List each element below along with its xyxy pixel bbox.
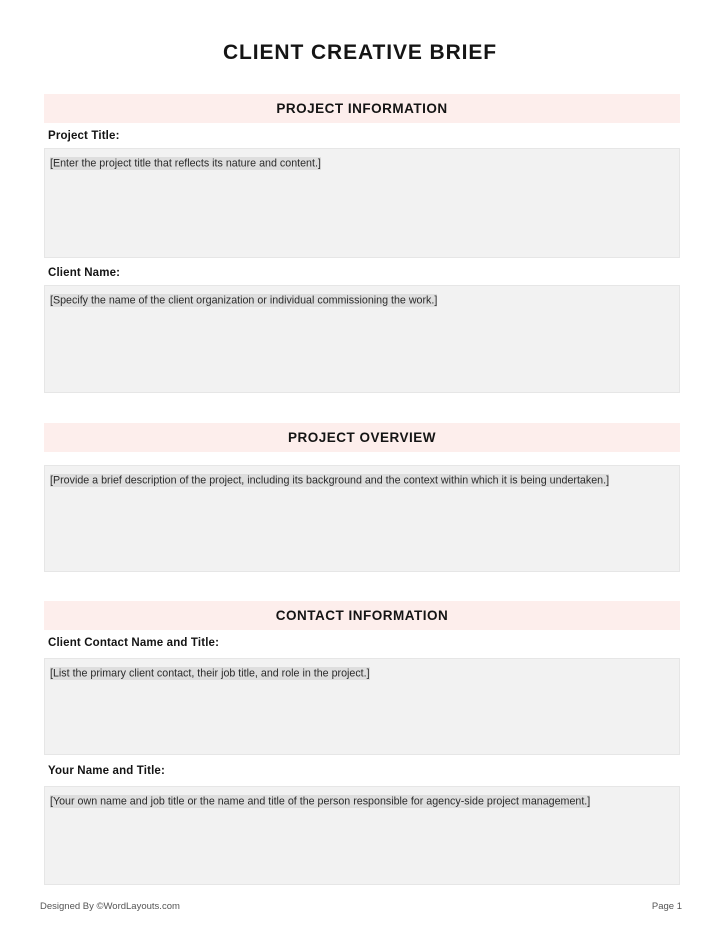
placeholder-text: [Your own name and job title or the name and title of the person responsible for agency-side project management.] <box>50 795 591 807</box>
section-heading-contact-information: CONTACT INFORMATION <box>44 601 680 630</box>
section-heading-project-overview: PROJECT OVERVIEW <box>44 423 680 452</box>
field-placeholder-project-overview <box>50 472 673 488</box>
section-heading-project-information: PROJECT INFORMATION <box>44 94 680 123</box>
footer-page-number: Page 1 <box>651 901 682 912</box>
field-label-client-contact-name-and-title: Client Contact Name and Title: <box>48 637 220 649</box>
field-label-your-name-and-title: Your Name and Title: <box>48 765 165 777</box>
field-label-project-title: Project Title: <box>48 130 120 142</box>
placeholder-text: [List the primary client contact, their job title, and role in the project.] <box>50 667 370 679</box>
field-placeholder-project-title <box>50 155 673 171</box>
page-title: CLIENT CREATIVE BRIEF <box>222 41 498 64</box>
field-box-project-title[interactable] <box>44 148 680 258</box>
field-box-client-name[interactable] <box>44 285 680 393</box>
placeholder-text: [Enter the project title that reflects its nature and content.] <box>50 157 321 169</box>
placeholder-text: [Provide a brief description of the project, including its background and the context within which it is being undertaken.] <box>50 474 610 486</box>
field-label-client-name: Client Name: <box>48 267 121 279</box>
field-placeholder-your-name-and-title <box>50 793 673 809</box>
footer-designed-by: Designed By ©WordLayouts.com <box>40 901 180 912</box>
placeholder-text: [Specify the name of the client organization or individual commissioning the work.] <box>50 294 438 306</box>
field-box-client-contact-name-and-title[interactable] <box>44 658 680 755</box>
field-placeholder-client-name <box>50 292 673 308</box>
field-placeholder-client-contact-name-and-title <box>50 665 673 681</box>
field-box-project-overview[interactable] <box>44 465 680 572</box>
field-box-your-name-and-title[interactable] <box>44 786 680 885</box>
